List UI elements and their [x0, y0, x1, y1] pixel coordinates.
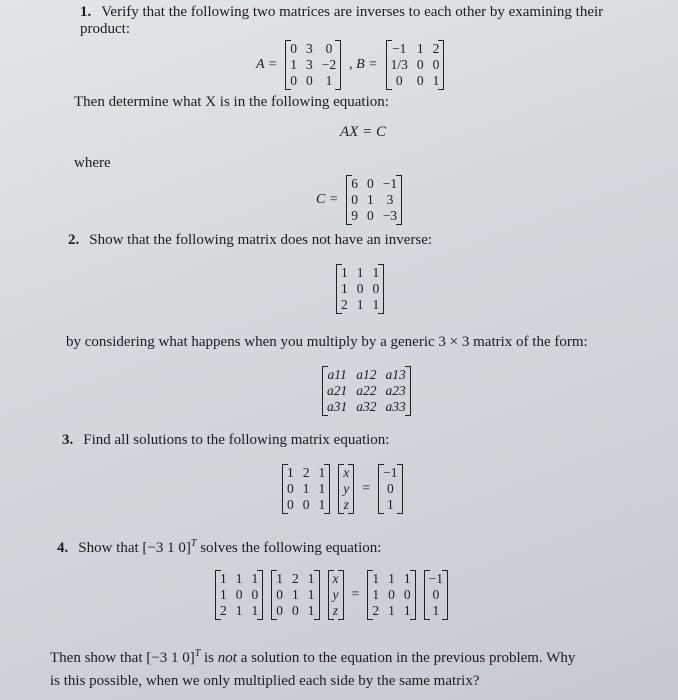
- matrix-cell: 1: [388, 571, 395, 586]
- matrix-cell: 0: [403, 587, 411, 602]
- problem-2-text: 2. Show that the following matrix does not have an inverse:: [68, 232, 433, 248]
- matrix-cell: 1: [307, 603, 315, 618]
- matrix-cell: 1: [356, 297, 364, 312]
- matrix-cell: 0: [290, 41, 297, 56]
- where-label: where: [74, 155, 111, 171]
- equals-sign: =: [351, 587, 360, 602]
- matrix-cell: 1: [276, 571, 283, 586]
- matrix-cell: 1: [356, 265, 364, 280]
- matrix-cell: 6: [351, 176, 359, 191]
- problem-3-number: 3.: [62, 432, 74, 448]
- matrix-cell: 1: [251, 603, 259, 618]
- generic-matrix: [322, 366, 411, 416]
- matrix-cell: 1/3: [390, 57, 408, 72]
- matrix-cell: 1: [235, 603, 243, 618]
- problem-3-text: 3. Find all solutions to the following matrix equation:: [62, 432, 390, 448]
- matrix-cell: −3: [382, 208, 398, 223]
- matrix-cell: 1: [341, 281, 348, 296]
- rhs-vector: [378, 464, 402, 514]
- matrix-cell: 0: [276, 603, 283, 618]
- matrix-cell: 1: [386, 497, 394, 512]
- matrix-cell: 3: [386, 192, 394, 207]
- matrix-cell: 1: [388, 603, 395, 618]
- matrix-cell: x: [343, 465, 350, 480]
- matrix-c: [346, 175, 402, 225]
- problem-4-then: Then show that [−3 1 0]$^T$ is not a solution to the equation in the previous problem. Why: [50, 648, 576, 666]
- problem-3-equation: [282, 464, 403, 514]
- matrix-cell: 0: [367, 176, 374, 191]
- matrix-cell: 0: [302, 497, 310, 512]
- matrix-cell: x: [332, 571, 339, 586]
- matrix-cell: a11: [327, 367, 347, 382]
- matrix-cell: 2: [220, 603, 227, 618]
- matrix-cell: a21: [327, 383, 348, 398]
- problem-4-then-line2: is this possible, when we only multiplied each side by the same matrix?: [50, 673, 480, 689]
- matrix-b: [386, 40, 445, 90]
- matrix-cell: z: [332, 603, 339, 618]
- matrix-cell: a33: [385, 399, 406, 414]
- matrix-cell: 1: [325, 73, 333, 88]
- problem-2-text-line2: by considering what happens when you multiply by a generic 3 × 3 matrix of the form:: [66, 334, 588, 350]
- matrix-cell: 1: [318, 481, 326, 496]
- left-multiplier-matrix: [215, 570, 263, 620]
- matrix-cell: 1: [416, 41, 424, 56]
- rhs-vector: [424, 570, 448, 620]
- matrix-cell: −1: [428, 571, 444, 586]
- matrix-cell: 2: [341, 297, 348, 312]
- matrix-cell: 2: [372, 603, 380, 618]
- matrix-cell: 1: [432, 603, 440, 618]
- matrix-cell: z: [343, 497, 349, 512]
- matrix-cell: 0: [356, 281, 364, 296]
- matrix-cell: a22: [356, 383, 377, 398]
- matrix-cell: 0: [290, 73, 297, 88]
- unknown-vector: [328, 570, 344, 620]
- matrix-cell: 1: [292, 587, 299, 602]
- matrix-cell: 1: [220, 571, 227, 586]
- matrix-cell: 1: [372, 571, 380, 586]
- matrix-cell: 0: [388, 587, 395, 602]
- matrix-cell: 0: [432, 587, 440, 602]
- matrix-cell: 0: [372, 281, 380, 296]
- matrix-cell: a32: [356, 399, 377, 414]
- matrix-cell: 1: [372, 265, 380, 280]
- problem-1-number: 1.: [80, 4, 92, 20]
- matrices-a-b: [256, 40, 444, 90]
- matrix-cell: a31: [327, 399, 348, 414]
- matrix-cell: 1: [367, 192, 374, 207]
- matrix-cell: 1: [403, 603, 411, 618]
- matrix-cell: 1: [287, 465, 294, 480]
- coefficient-matrix: [282, 464, 330, 514]
- matrix-cell: 3: [306, 57, 313, 72]
- matrix-cell: 1: [318, 497, 326, 512]
- matrix-cell: 0: [395, 73, 403, 88]
- matrix-cell: 1: [432, 73, 440, 88]
- matrix-cell: 0: [251, 587, 259, 602]
- matrix-cell: 0: [432, 57, 440, 72]
- matrix-cell: a12: [356, 367, 377, 382]
- c-label: C =: [316, 192, 339, 207]
- matrix-cell: 1: [235, 571, 243, 586]
- matrix-cell: 1: [341, 265, 348, 280]
- matrix-cell: 0: [235, 587, 243, 602]
- unknown-vector: [338, 464, 354, 514]
- matrix-cell: 0: [276, 587, 283, 602]
- matrix-cell: 2: [302, 465, 310, 480]
- a-label: A =: [256, 57, 278, 72]
- rhs-left-matrix: [367, 570, 415, 620]
- problem-1-text-line2: product:: [80, 21, 130, 37]
- matrix-cell: 0: [287, 497, 294, 512]
- matrix-cell: 0: [416, 57, 424, 72]
- equals-sign: =: [362, 481, 371, 496]
- matrix-cell: 1: [290, 57, 297, 72]
- matrix-cell: 3: [306, 41, 313, 56]
- matrix-cell: 0: [386, 481, 394, 496]
- problem-2-number: 2.: [68, 232, 80, 248]
- singular-matrix: [336, 264, 384, 314]
- problem-1-text: 1. Verify that the following two matrices are inverses to each other by examining their: [80, 4, 604, 20]
- matrix-cell: −1: [382, 176, 398, 191]
- generic-matrix-row: [322, 366, 411, 416]
- matrix-cell: 1: [372, 587, 380, 602]
- problem-1-then: Then determine what X is in the following equation:: [74, 94, 389, 110]
- matrix-cell: 1: [307, 571, 315, 586]
- matrix-cell: 0: [292, 603, 299, 618]
- matrix-cell: 1: [318, 465, 326, 480]
- matrix-cell: 0: [416, 73, 424, 88]
- vector: [−3 1 0]: [142, 540, 191, 556]
- matrix-cell: a23: [385, 383, 406, 398]
- problem-4-text: 4. Show that [−3 1 0]$^T$ solves the following equation:: [57, 538, 382, 556]
- matrix-cell: 1: [302, 481, 310, 496]
- matrix-cell: 0: [287, 481, 294, 496]
- matrix-a: [285, 40, 341, 90]
- matrix-cell: 9: [351, 208, 359, 223]
- matrix-cell: 1: [372, 297, 380, 312]
- matrix-cell: a13: [385, 367, 406, 382]
- matrix-cell: 0: [306, 73, 313, 88]
- matrix-cell: −2: [321, 57, 337, 72]
- matrix-cell: 1: [220, 587, 227, 602]
- coefficient-matrix: [271, 570, 319, 620]
- matrix-cell: 0: [367, 208, 374, 223]
- matrix-cell: 1: [403, 571, 411, 586]
- matrix-cell: −1: [392, 41, 407, 56]
- matrix-cell: 2: [432, 41, 440, 56]
- matrix-cell: 1: [307, 587, 315, 602]
- matrix-cell: 1: [251, 571, 259, 586]
- matrix-cell: 0: [325, 41, 333, 56]
- problem-4-number: 4.: [57, 540, 69, 556]
- problem-4-equation: [215, 570, 448, 620]
- equation-ax-c: AX = C: [340, 124, 386, 140]
- matrix-cell: y: [332, 587, 339, 602]
- matrix-c-row: [316, 175, 402, 225]
- b-label: , B =: [349, 57, 378, 72]
- matrix-cell: 0: [351, 192, 359, 207]
- problem-2-matrix-row: [336, 264, 384, 314]
- matrix-cell: y: [343, 481, 350, 496]
- matrix-cell: −1: [383, 465, 398, 480]
- matrix-cell: 2: [292, 571, 299, 586]
